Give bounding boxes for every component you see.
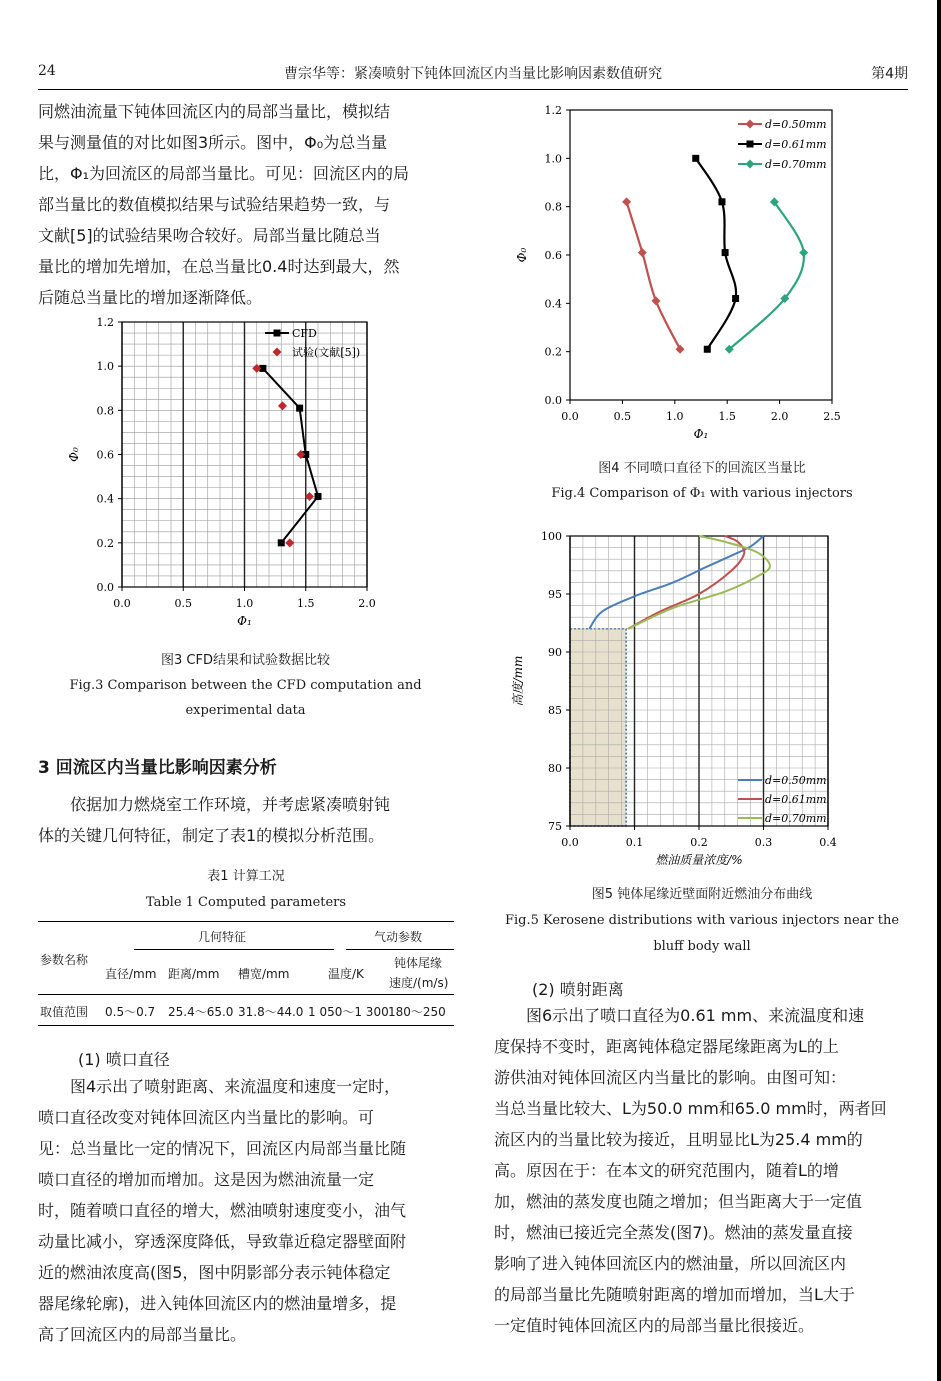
table-1-title — [38, 864, 454, 916]
header-rule — [38, 89, 908, 90]
table-col-header: 直径/mm — [105, 967, 157, 981]
text-line: 流区内的当量比较为接近，且明显比L为25.4 mm的 — [494, 1130, 863, 1149]
y-tick-label: 1.2 — [96, 316, 114, 329]
text-line: 影响了进入钝体回流区内的燃油量，所以回流区内 — [494, 1254, 847, 1273]
caption-zh: 图3 CFD结果和试验数据比较 — [161, 653, 330, 668]
x-tick-label: 1.0 — [666, 410, 684, 423]
y-tick-label: 0.4 — [96, 492, 114, 506]
y-tick-label: 90 — [548, 646, 562, 659]
figure-4-chart — [508, 96, 848, 448]
x-axis-label: 燃油质量浓度/% — [655, 853, 743, 867]
y-tick-label: 100 — [541, 530, 562, 543]
text-line: 体的关键几何特征，制定了表1的模拟分析范围。 — [38, 826, 385, 845]
x-tick-label: 2.0 — [770, 410, 789, 423]
figure-4-caption — [494, 456, 910, 506]
data-point — [638, 248, 647, 257]
caption-en: Fig.4 Comparison of Φ₁ with various injectors — [551, 486, 853, 501]
figure-3-chart — [60, 312, 440, 642]
text-line: 依据加力燃烧室工作环境，并考虑紧凑喷射钝 — [70, 795, 391, 814]
caption-zh: 图4 不同喷口直径下的回流区当量比 — [598, 461, 806, 476]
x-tick-label: 0.3 — [754, 836, 773, 849]
text-line: 高了回流区内的局部当量比。 — [38, 1325, 247, 1344]
y-tick-label: 80 — [548, 762, 562, 775]
y-tick-label: 1.2 — [544, 104, 562, 117]
table-col-header: 槽宽/mm — [238, 967, 290, 981]
paragraph-injector-diameter — [38, 1071, 453, 1350]
paragraph-section3 — [38, 789, 453, 851]
data-point — [278, 539, 285, 546]
x-tick-label: 0.5 — [174, 597, 192, 610]
text-line: 同燃油流量下钝体回流区内的局部当量比，模拟结 — [38, 102, 391, 121]
y-tick-label: 0.2 — [544, 345, 562, 359]
y-tick-label: 1.0 — [96, 360, 114, 374]
data-point — [296, 405, 303, 412]
legend-label: d=0.70mm — [765, 812, 827, 825]
x-axis-label: Φ₁ — [237, 614, 252, 628]
table-row-header: 取值范围 — [40, 1005, 89, 1019]
y-tick-label: 1.0 — [544, 152, 562, 166]
x-axis-label: Φ₁ — [693, 427, 709, 441]
text-line: 图6示出了喷口直径为0.61 mm、来流温度和速 — [526, 1006, 865, 1025]
data-point — [622, 197, 631, 206]
y-axis-label: 高度/mm — [511, 655, 525, 707]
table-col-header: 温度/K — [328, 967, 364, 981]
y-tick-label: 0.8 — [96, 404, 114, 418]
x-tick-label: 0.1 — [625, 836, 644, 849]
x-tick-label: 0.0 — [561, 410, 579, 423]
table-rule — [134, 949, 334, 950]
x-tick-label: 1.0 — [235, 597, 254, 610]
y-tick-label: 0.4 — [544, 297, 562, 311]
caption-en: experimental data — [185, 703, 306, 718]
page-number: 24 — [38, 63, 56, 79]
data-point — [651, 296, 660, 305]
data-point — [278, 401, 287, 410]
data-point — [692, 155, 699, 162]
text-line: 喷口直径的增加而增加。这是因为燃油流量一定 — [38, 1170, 375, 1189]
text-line: 文献[5]的试验结果吻合较好。局部当量比随总当 — [38, 226, 381, 245]
table-rule — [38, 1025, 454, 1026]
data-point — [315, 493, 322, 500]
table-cell: 31.8～44.0 — [238, 1005, 304, 1019]
text-line: 动量比减小，穿透深度降低，导致靠近稳定器壁面附 — [38, 1232, 407, 1251]
data-point — [676, 345, 685, 354]
x-tick-label: 2.0 — [358, 597, 376, 610]
table-title-zh: 表1 计算工况 — [207, 869, 285, 884]
x-tick-label: 1.5 — [297, 597, 315, 610]
text-line: 度保持不变时，距离钝体稳定器尾缘距离为L的上 — [494, 1037, 839, 1056]
text-line: 当总当量比较大、L为50.0 mm和65.0 mm时，两者回 — [494, 1099, 887, 1118]
text-line: 时，燃油已接近完全蒸发(图7)。燃油的蒸发量直接 — [494, 1223, 853, 1242]
caption-en: bluff body wall — [653, 939, 751, 954]
y-axis-label: Φ₀ — [515, 247, 529, 263]
legend-marker — [747, 141, 754, 148]
subsection-heading: (2) 喷射距离 — [532, 980, 624, 999]
legend-marker — [746, 160, 755, 169]
caption-en: Fig.3 Comparison between the CFD computation and — [69, 678, 422, 693]
table-cell: 25.4～65.0 — [168, 1005, 234, 1019]
x-tick-label: 0.0 — [113, 597, 131, 610]
text-line: 的局部当量比先随喷射距离的增加而增加，当L大于 — [494, 1285, 855, 1304]
issue-number: 第4期 — [871, 66, 908, 82]
text-line: 器尾缘轮廓)，进入钝体回流区内的燃油量增多，提 — [38, 1294, 397, 1313]
section-heading: 3 回流区内当量比影响因素分析 — [38, 758, 277, 778]
series-line — [696, 158, 736, 349]
legend-label: d=0.50mm — [765, 118, 827, 131]
data-point — [732, 295, 739, 302]
legend-label: CFD — [292, 327, 317, 340]
table-cell: 1 050～1 300 — [308, 1005, 389, 1019]
legend-label: d=0.70mm — [765, 158, 827, 171]
text-line: 见：总当量比一定的情况下，回流区内局部当量比随 — [38, 1139, 407, 1158]
figure-3-caption — [38, 648, 453, 723]
data-point — [722, 249, 729, 256]
y-tick-label: 0.6 — [96, 448, 114, 462]
series-line — [263, 368, 318, 542]
y-axis-label: Φ₀ — [67, 447, 81, 462]
table-rule — [38, 921, 454, 922]
text-line: 部当量比的数值模拟结果与试验结果趋势一致，与 — [38, 195, 391, 214]
caption-en: Fig.5 Kerosene distributions with various injectors near the — [504, 913, 900, 928]
table-rule — [38, 994, 454, 995]
text-line: 果与测量值的对比如图3所示。图中，Φ₀为总当量 — [38, 133, 388, 152]
data-point — [799, 248, 808, 257]
y-tick-label: 85 — [548, 704, 562, 717]
table-rule — [346, 949, 454, 950]
text-line: 量比的增加先增加，在总当量比0.4时达到最大，然 — [38, 257, 400, 276]
table-title-en: Table 1 Computed parameters — [145, 895, 347, 910]
plot-frame — [570, 110, 832, 400]
table-col-header: 距离/mm — [168, 967, 220, 981]
text-line: 后随总当量比的增加逐渐降低。 — [38, 288, 263, 307]
x-tick-label: 0.0 — [561, 836, 579, 849]
text-line: 时，随着喷口直径的增大，燃油喷射速度变小，油气 — [38, 1201, 407, 1220]
table-row-header: 参数名称 — [40, 953, 89, 967]
legend-label: d=0.61mm — [765, 138, 827, 151]
text-line: 游供油对钝体回流区内当量比的影响。由图可知： — [494, 1068, 847, 1087]
legend-label: d=0.61mm — [765, 793, 827, 806]
text-line: 一定值时钝体回流区内的局部当量比很接近。 — [494, 1316, 815, 1335]
y-tick-label: 0.2 — [96, 536, 114, 550]
x-tick-label: 1.5 — [718, 410, 736, 423]
table-cell: 0.5～0.7 — [105, 1005, 156, 1019]
y-tick-label: 75 — [548, 820, 562, 833]
paragraph-injection-distance — [494, 1000, 910, 1341]
table-group-header: 气动参数 — [374, 930, 423, 944]
subsection-heading: (1) 喷口直径 — [78, 1050, 170, 1069]
table-group-header: 几何特征 — [198, 930, 247, 944]
x-tick-label: 2.5 — [823, 410, 841, 423]
y-tick-label: 0.0 — [544, 394, 562, 407]
figure-5-caption — [494, 882, 910, 960]
y-tick-label: 0.8 — [544, 200, 562, 214]
data-point — [718, 198, 725, 205]
legend-label: d=0.50mm — [765, 774, 827, 787]
running-header — [38, 63, 908, 87]
text-line: 高。原因在于：在本文的研究范围内，随着L的增 — [494, 1161, 839, 1180]
legend-marker — [746, 120, 755, 129]
legend-label: 试验(文献[5]) — [292, 346, 361, 359]
data-point — [704, 346, 711, 353]
table-col-header: 速度/(m/s) — [389, 976, 449, 990]
figure-5-chart — [508, 526, 848, 876]
text-line: 比，Φ₁为回流区的局部当量比。可见：回流区内的局 — [38, 164, 410, 183]
bluff-body-shaded-region — [570, 629, 626, 826]
table-cell: 180～250 — [388, 1005, 446, 1019]
series-line — [729, 202, 804, 349]
running-title: 曹宗华等：紧凑喷射下钝体回流区内当量比影响因素数值研究 — [284, 66, 662, 82]
series-line — [627, 202, 680, 349]
table-col-header: 钝体尾缘 — [394, 956, 443, 970]
x-tick-label: 0.4 — [819, 836, 837, 849]
x-tick-label: 0.5 — [613, 410, 632, 423]
text-line: 图4示出了喷射距离、来流温度和速度一定时， — [70, 1077, 401, 1096]
caption-zh: 图5 钝体尾缘近壁面附近燃油分布曲线 — [591, 887, 813, 902]
y-tick-label: 0.0 — [96, 581, 114, 594]
legend-marker — [274, 330, 281, 337]
data-point — [285, 538, 294, 547]
x-tick-label: 0.2 — [690, 836, 708, 849]
text-line: 喷口直径改变对钝体回流区内当量比的影响。可 — [38, 1108, 375, 1127]
text-line: 加，燃油的蒸发度也随之增加；但当距离大于一定值 — [494, 1192, 863, 1211]
paragraph-fig3-intro — [38, 96, 453, 313]
y-tick-label: 95 — [548, 588, 562, 601]
text-line: 近的燃油浓度高(图5，图中阴影部分表示钝体稳定 — [38, 1263, 391, 1282]
y-tick-label: 0.6 — [544, 249, 562, 262]
